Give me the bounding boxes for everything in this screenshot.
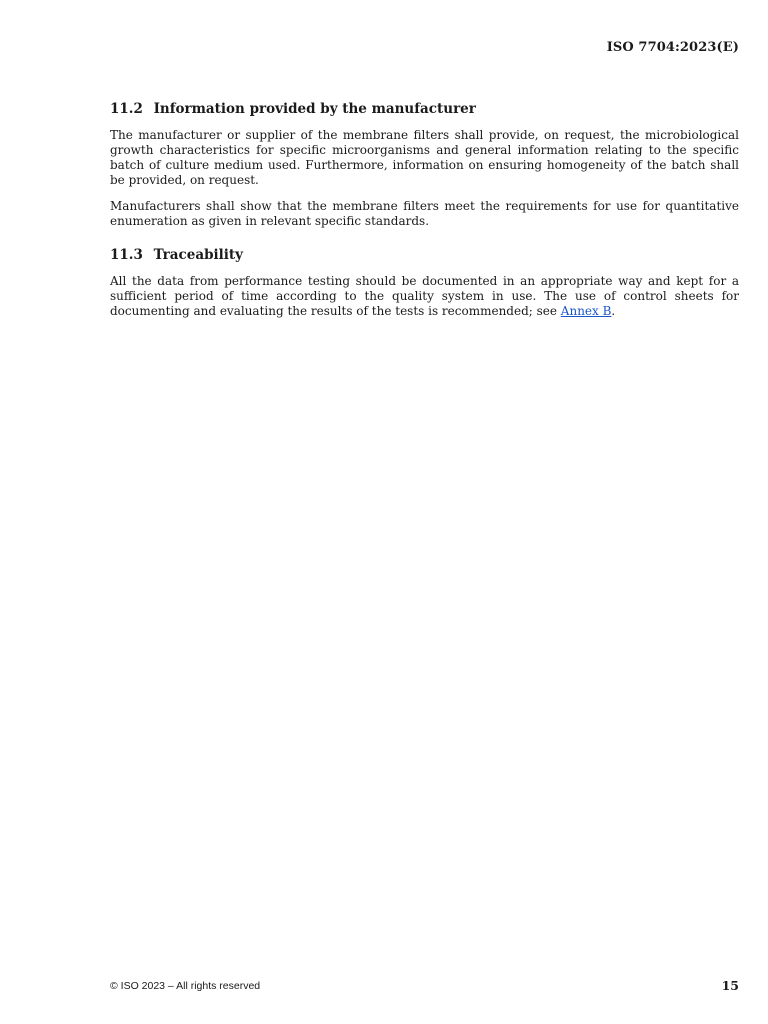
copyright-notice: © ISO 2023 – All rights reserved bbox=[110, 980, 261, 992]
section-heading-11-3 bbox=[110, 246, 739, 264]
section-heading-11-2 bbox=[110, 100, 739, 118]
page-number: 15 bbox=[721, 978, 739, 993]
section-title: Information provided by the manufacturer bbox=[153, 101, 476, 117]
paragraph-text-end: . bbox=[611, 304, 616, 318]
section-title: Traceability bbox=[153, 247, 243, 263]
section-number: 11.2 bbox=[110, 101, 143, 117]
document-id: ISO 7704:2023(E) bbox=[606, 40, 739, 55]
annex-b-link[interactable]: Annex B bbox=[560, 304, 612, 318]
paragraph: Manufacturers shall show that the membrane filters meet the requirements for use for quantitative enumeration as given in relevant specific standards. bbox=[110, 199, 739, 228]
paragraph: The manufacturer or supplier of the membrane filters shall provide, on request, the microbiological growth characteristics for specific microorganisms and general information relating to the specific batch of culture medium used. Furthermore, information on ensuring homogeneity of the batch shall be provided, on request. bbox=[110, 128, 739, 187]
paragraph-text: All the data from performance testing should be documented in an appropriate way and kept for a sufficient period of time according to the quality system in use. The use of control sheets for documenting and evaluating the results of the tests is recommended; see bbox=[110, 274, 739, 318]
section-number: 11.3 bbox=[110, 247, 143, 263]
paragraph bbox=[110, 274, 739, 319]
page-content bbox=[110, 100, 739, 330]
